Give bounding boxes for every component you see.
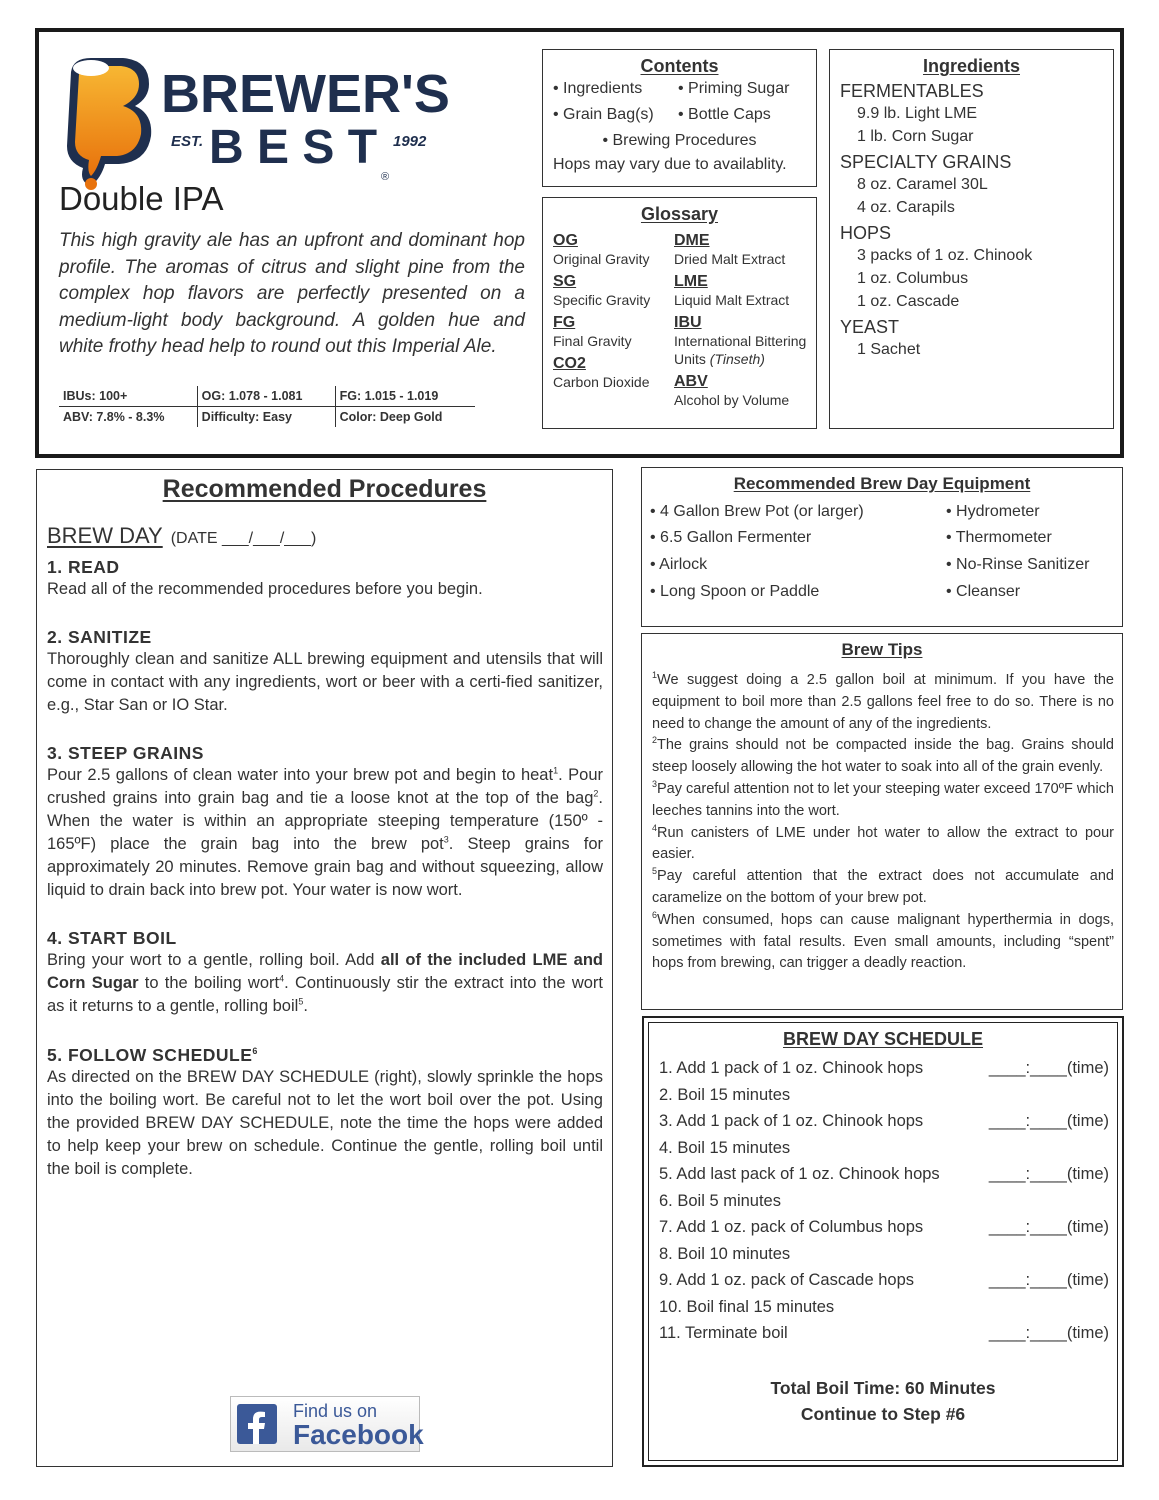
ingredient-item: 3 packs of 1 oz. Chinook xyxy=(857,247,1033,264)
ingredient-item: 4 oz. Carapils xyxy=(857,199,955,216)
brew-tip: $^2$The grains should not be compacted inside the bag. Grains should steep loosely allowing the hot water to soak into all of the grain evenly. xyxy=(652,735,1114,776)
equipment-item: • Airlock xyxy=(650,556,708,573)
ingredient-category: YEAST xyxy=(840,317,900,337)
brew-tip: $^6$When consumed, hops can cause malignant hyperthermia in dogs, sometimes with fatal results. Even small amounts, including “spent” hops from brewing, can trigger a deadly reaction. xyxy=(652,909,1114,972)
contents-box xyxy=(542,49,817,187)
svg-text:®: ® xyxy=(381,171,390,183)
schedule-row: 5. Add last pack of 1 oz. Chinook hops ____:____(time) xyxy=(659,1165,1109,1183)
ingredient-item: 1 oz. Cascade xyxy=(857,293,960,310)
schedule-row: 10. Boil final 15 minutes xyxy=(659,1298,835,1316)
schedule-row: 2. Boil 15 minutes xyxy=(659,1086,791,1104)
time-field: ____:____(time) xyxy=(988,1165,1109,1183)
total-boil-time: Total Boil Time: 60 Minutes Continue to Step #6 xyxy=(770,1378,996,1424)
contents-item: • Grain Bag(s) xyxy=(553,106,654,123)
equipment-item: • No-Rinse Sanitizer xyxy=(946,556,1090,573)
step-steep-grains: 3. STEEP GRAINS Pour 2.5 gallons of clean water into your brew pot and begin to heat$^1$. Pour crushed grains into grain bag and tie a loose knot at the top of the bag$^2$. When the water is within an appropriate steeping temperature (150º - 165ºF) place the grain bag into the brew pot$^3$. Steep grains for approximately 20 minutes. Remove grain bag and without squeezing, allow liquid to drain back into brew pot. Your water is now wort. xyxy=(47,743,603,899)
contents-item: • Priming Sugar xyxy=(678,80,790,97)
glossary-box xyxy=(542,197,817,429)
procedures-title: Recommended Procedures xyxy=(162,475,487,503)
equipment-item: • Long Spoon or Paddle xyxy=(650,583,820,600)
stat-ibu: IBUs: 100+ xyxy=(59,386,197,407)
ingredient-item: 1 Sachet xyxy=(857,341,921,358)
step-sanitize: 2. SANITIZE Thoroughly clean and sanitize ALL brewing equipment and utensils that will come in contact with any ingredients, wort or beer with a certi-fied sanitizer, e.g., Star San or IO Star. xyxy=(47,627,603,714)
schedule-row: 11. Terminate boil ____:____(time) xyxy=(659,1324,1109,1342)
procedures-panel xyxy=(36,469,613,1467)
glossary-entry-abv: ABV Alcohol by Volume xyxy=(674,373,790,408)
brewers-best-logo xyxy=(61,50,461,200)
ingredient-category: SPECIALTY GRAINS xyxy=(840,152,1012,172)
stat-color: Color: Deep Gold xyxy=(339,410,443,424)
equipment-box xyxy=(641,467,1123,627)
brew-tips-text xyxy=(652,670,1114,975)
ingredient-item: 1 oz. Columbus xyxy=(857,270,969,287)
brew-tips-box xyxy=(641,633,1123,1010)
beer-b-icon xyxy=(67,58,151,190)
glossary-entry-lme: LME Liquid Malt Extract xyxy=(674,273,790,308)
glossary-entry-dme: DME Dried Malt Extract xyxy=(674,232,786,267)
brew-day-schedule xyxy=(642,1016,1124,1467)
schedule-row: 9. Add 1 oz. pack of Cascade hops ____:____(time) xyxy=(659,1271,1109,1289)
stat-difficulty: Difficulty: Easy xyxy=(197,407,335,428)
equipment-item: • 4 Gallon Brew Pot (or larger) xyxy=(650,503,864,520)
ingredient-item: 9.9 lb. Light LME xyxy=(857,105,978,122)
brand-name: BREWER'S xyxy=(161,64,450,124)
facebook-badge[interactable] xyxy=(230,1396,424,1452)
svg-text:B E S T: B E S T xyxy=(209,121,378,174)
facebook-line2: Facebook xyxy=(293,1419,424,1450)
facebook-line1: Find us on xyxy=(293,1401,378,1421)
stat-og: OG: 1.078 - 1.081 xyxy=(197,386,335,407)
brew-day-heading: BREW DAY (DATE ___/___/___) xyxy=(47,523,317,548)
equipment-item: • Cleanser xyxy=(946,583,1021,600)
contents-item: • Brewing Procedures xyxy=(602,132,757,149)
schedule-row: 3. Add 1 pack of 1 oz. Chinook hops ____:____(time) xyxy=(659,1112,1109,1130)
beer-title: Double IPA xyxy=(59,180,224,217)
step-read: 1. READ Read all of the recommended procedures before you begin. xyxy=(47,557,483,598)
step-start-boil: 4. START BOIL Bring your wort to a gentle, rolling boil. Add all of the included LME and Corn Sugar to the boiling wort$^4$. Continuously stir the extract into the wort as it returns to a gentle, rolling boil$^5$. xyxy=(47,928,603,1015)
contents-note: Hops may vary due to availablity. xyxy=(553,156,787,173)
facebook-icon xyxy=(237,1404,277,1444)
time-field: ____:____(time) xyxy=(988,1218,1109,1236)
brew-tip: $^3$Pay careful attention not to let your steeping water exceed 170ºF which leeches tannins into the wort. xyxy=(652,779,1114,819)
ingredient-category: FERMENTABLES xyxy=(840,81,984,101)
stat-abv: ABV: 7.8% - 8.3% xyxy=(59,407,197,428)
schedule-row: 6. Boil 5 minutes xyxy=(659,1192,781,1210)
contents-item: • Ingredients xyxy=(553,80,643,97)
glossary-entry-sg: SG Specific Gravity xyxy=(553,273,651,308)
brew-tip: $^4$Run canisters of LME under hot water to allow the extract to pour easier. xyxy=(652,822,1114,863)
ingredient-item: 8 oz. Caramel 30L xyxy=(857,176,988,193)
equipment-item: • 6.5 Gallon Fermenter xyxy=(650,529,812,546)
equipment-item: • Hydrometer xyxy=(946,503,1040,520)
glossary-entry-co2: CO2 Carbon Dioxide xyxy=(553,355,650,390)
ingredient-item: 1 lb. Corn Sugar xyxy=(857,128,974,145)
glossary-entry-fg: FG Final Gravity xyxy=(553,314,632,349)
svg-text:EST.: EST. xyxy=(171,133,204,150)
time-field: ____:____(time) xyxy=(988,1324,1109,1342)
equipment-item: • Thermometer xyxy=(946,529,1052,546)
brew-tips-title: Brew Tips xyxy=(841,640,923,659)
header-panel xyxy=(35,28,1124,458)
equipment-title: Recommended Brew Day Equipment xyxy=(733,474,1031,493)
step-follow-schedule: 5. FOLLOW SCHEDULE$^6$ As directed on the BREW DAY SCHEDULE (right), slowly sprinkle the hops into the boiling wort. Be careful not to let the wort boil over the pot. Using the provided BREW DAY SCHEDULE, note the time the hops were added to help keep your brew on schedule. Continue the gentle, rolling boil until the boil is complete. xyxy=(47,1045,603,1178)
time-field: ____:____(time) xyxy=(988,1271,1109,1289)
schedule-row: 8. Boil 10 minutes xyxy=(659,1245,791,1263)
time-field: ____:____(time) xyxy=(988,1112,1109,1130)
ingredient-category: HOPS xyxy=(840,223,892,243)
contents-item: • Bottle Caps xyxy=(678,106,771,123)
schedule-row: 4. Boil 15 minutes xyxy=(659,1139,791,1157)
brew-tip: $^5$Pay careful attention that the extract does not accumulate and caramelize on the bottom of your brew pot. xyxy=(652,866,1114,906)
glossary-entry-ibu: IBU International Bittering Units (Tinseth) xyxy=(674,314,807,367)
schedule-title: BREW DAY SCHEDULE xyxy=(782,1029,984,1049)
glossary-entry-og: OG Original Gravity xyxy=(553,232,650,267)
schedule-row: 7. Add 1 oz. pack of Columbus hops ____:____(time) xyxy=(659,1218,1109,1236)
contents-title: Contents xyxy=(640,56,719,76)
stat-fg: FG: 1.015 - 1.019 xyxy=(335,386,475,407)
date-field: (DATE ___/___/___) xyxy=(170,530,317,547)
ingredients-box xyxy=(829,49,1114,429)
stats-table xyxy=(59,386,475,427)
beer-description: This high gravity ale has an upfront and dominant hop profile. The aromas of citrus and slight pine from the complex hop flavors are perfectly presented on a medium-light body background. A golden hue and white frothy head help to round out this Imperial Ale. xyxy=(59,230,525,357)
time-field: ____:____(time) xyxy=(988,1059,1109,1077)
schedule-row: 1. Add 1 pack of 1 oz. Chinook hops ____:____(time) xyxy=(659,1059,1109,1077)
ingredients-title: Ingredients xyxy=(922,56,1020,76)
brew-tip: $^1$We suggest doing a 2.5 gallon boil at minimum. If you have the equipment to boil more than 2.5 gallons feel free to do so. There is no need to change the amount of any of the ingredients. xyxy=(652,670,1114,732)
glossary-title: Glossary xyxy=(640,204,719,224)
svg-text:1992: 1992 xyxy=(393,133,427,150)
